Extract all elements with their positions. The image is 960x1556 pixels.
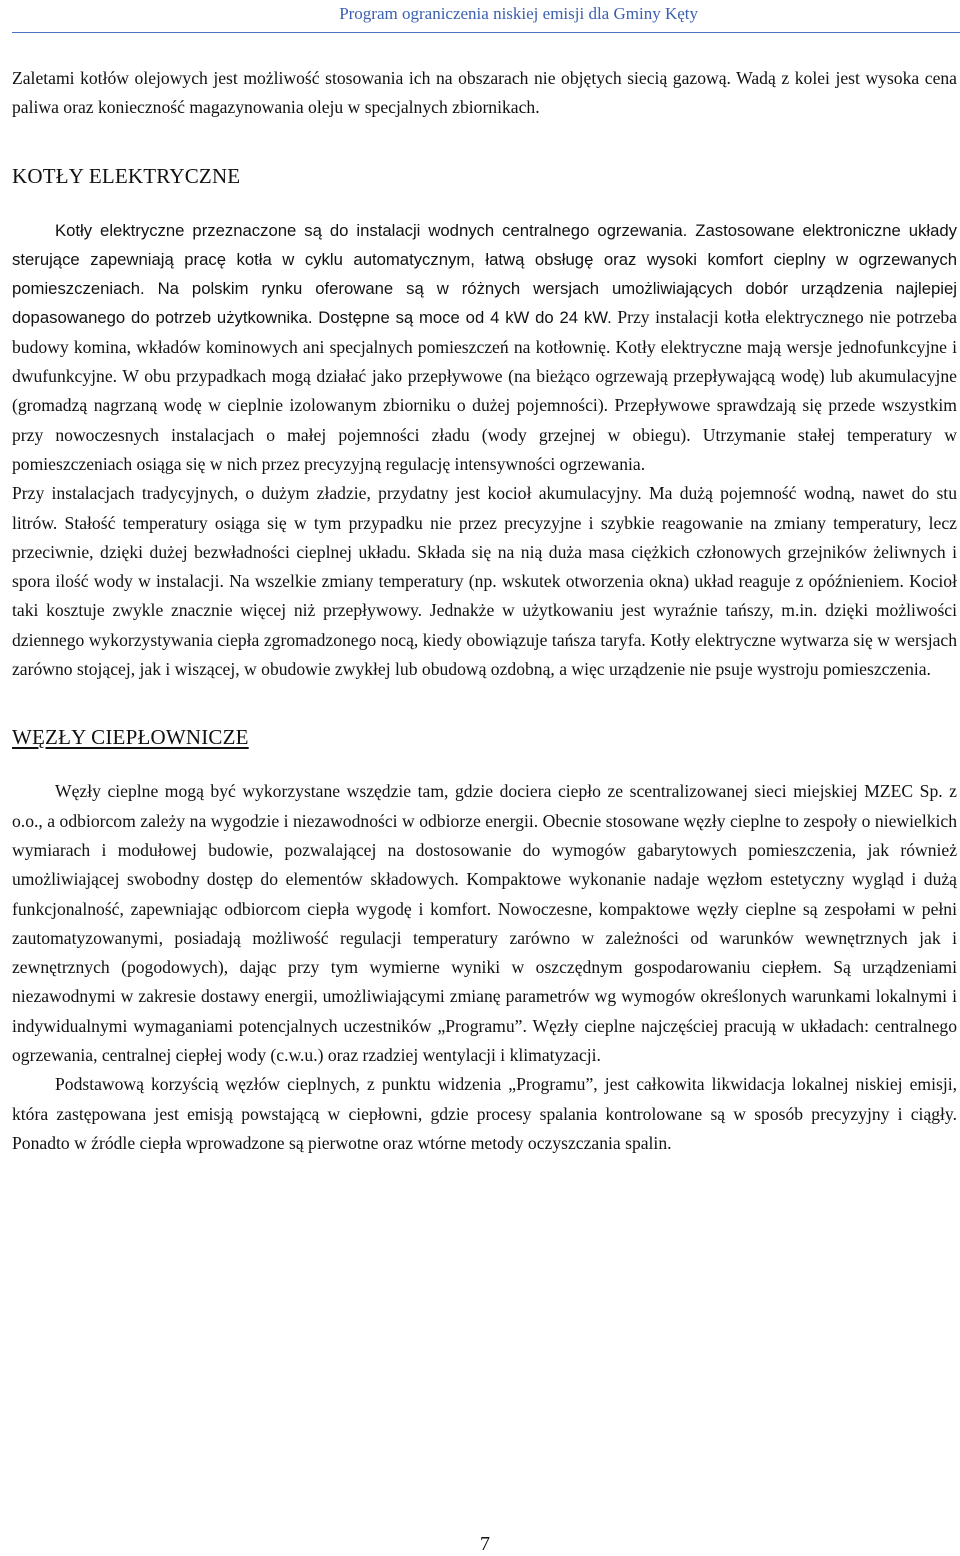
paragraph-kotly-elektryczne-2: Przy instalacjach tradycyjnych, o dużym zładzie, przydatny jest kocioł akumulacyjny. Ma dużą pojemność wodną, nawet do stu litrów. Stałość temperatury osiąga się w tym przypadku nie przez precyzyjne i szybkie reagowanie na zmiany temperatury, lecz przeciwnie, dzięki dużej bezwładności cieplnej układu. Składa się na nią duża masa ciężkich członowych grzejników żeliwnych i spora ilość wody w instalacji. Na wszelkie zmiany temperatury (np. wskutek otworzenia okna) układ reaguje z opóźnieniem. Kocioł taki kosztuje zwykle znacznie więcej niż przepływowy. Jednakże w użytkowaniu jest wyraźnie tańszy, m.in. dzięki możliwości dziennego wykorzystywania ciepła zgromadzonego nocą, kiedy obowiązuje tańsza taryfa. Kotły elektryczne wytwarza się w wersjach zarówno stojącej, jak i wiszącej, w obudowie zwykłej lub obudową ozdobną, a więc urządzenie nie psuje wystroju pomieszczenia. xyxy=(12,483,957,680)
section-heading-wezly-cieplownicze: WĘZŁY CIEPŁOWNICZE xyxy=(12,725,249,750)
page-number: 7 xyxy=(480,1533,490,1555)
paragraph-wezly-1: Węzły cieplne mogą być wykorzystane wszędzie tam, gdzie dociera ciepło ze scentralizowanej sieci miejskiej MZEC Sp. z o.o., a odbiorcom zależy na wygodzie i niezawodności w odbiorze energii. Obecnie stosowane węzły cieplne to zespoły o niewielkich wymiarach i modułowej budowie, pozwalającej na dostosowanie do wymogów gabarytowych pomieszczenia, jak również umożliwiającej swobodny dostęp do elementów składowych. Kompaktowe wykonanie nadaje węzłom estetyczny wygląd i dużą funkcjonalność, zapewniając odbiorcom ciepła wygodę i komfort. Nowoczesne, kompaktowe węzły cieplne są zespołami w pełni zautomatyzowanymi, posiadają możliwość regulacji temperatury zarówno w zależności od warunków wewnętrznych jak i zewnętrznych (pogodowych), dając przy tym wymierne wyniki w oszczędnym gospodarowaniu ciepłem. Są urządzeniami niezawodnymi w zakresie dostawy energii, umożliwiającymi zmianę parametrów wg wymogów określonych warunkami lokalnymi i indywidualnymi wymaganiami potencjalnych uczestników „Programu”. Węzły cieplne najczęściej pracują w układach: centralnego ogrzewania, centralnej ciepłej wody (c.w.u.) oraz rzadziej wentylacji i klimatyzacji. xyxy=(12,781,957,1066)
header-divider xyxy=(12,32,960,33)
paragraph-kotly-elektryczne-1 xyxy=(12,216,957,480)
paragraph-part-serif: Przy instalacji kotła elektrycznego nie potrzeba budowy komina, wkładów kominowych ani specjalnych pomieszczeń na kotłownię. Kotły elektryczne mają wersje jednofunkcyjne i dwufunkcyjne. W obu przypadkach mogą działać jako przepływowe (na bieżąco ogrzewają przepływającą wodę) lub akumulacyjne (gromadzą nagrzaną wodę w cieplnie izolowanym zbiorniku o dużej pojemności). Przepływowe sprawdzają się przede wszystkim przy nowoczesnych instalacjach o małej pojemności zładu (wody grzejnej w obiegu). Utrzymanie stałej temperatury w pomieszczeniach osiąga się w nich przez precyzyjną regulację intensywności ogrzewania. xyxy=(12,307,957,474)
intro-paragraph: Zaletami kotłów olejowych jest możliwość stosowania ich na obszarach nie objętych siecią gazową. Wadą z kolei jest wysoka cena paliwa oraz konieczność magazynowania oleju w specjalnych zbiornikach. xyxy=(12,68,957,118)
section-heading-kotly-elektryczne: KOTŁY ELEKTRYCZNE xyxy=(12,163,241,188)
paragraph-wezly-2: Podstawową korzyścią węzłów cieplnych, z punktu widzenia „Programu”, jest całkowita likwidacja lokalnej niskiej emisji, która zastępowana jest emisją powstającą w ciepłowni, gdzie procesy spalania kontrolowane są w sposób precyzyjny i ciągły. Ponadto w źródle ciepła wprowadzone są pierwotne oraz wtórne metody oczyszczania spalin. xyxy=(12,1074,957,1153)
paragraph-part-sans: Kotły elektryczne przeznaczone są do instalacji wodnych centralnego ogrzewania. Zastosowane elektroniczne układy sterujące zapewniają pracę kotła w cyklu automatycznym, łatwą obsługę oraz wysoki komfort cieplny w ogrzewanych pomieszczeniach. Na polskim rynku oferowane są w różnych wersjach umożliwiających dobór urządzenia najlepiej dopasowanego do potrzeb użytkownika. Dostępne są moce od 4 kW do 24 kW. xyxy=(12,220,957,328)
document-body xyxy=(12,64,957,1158)
page-header-title: Program ograniczenia niskiej emisji dla Gminy Kęty xyxy=(339,4,698,23)
